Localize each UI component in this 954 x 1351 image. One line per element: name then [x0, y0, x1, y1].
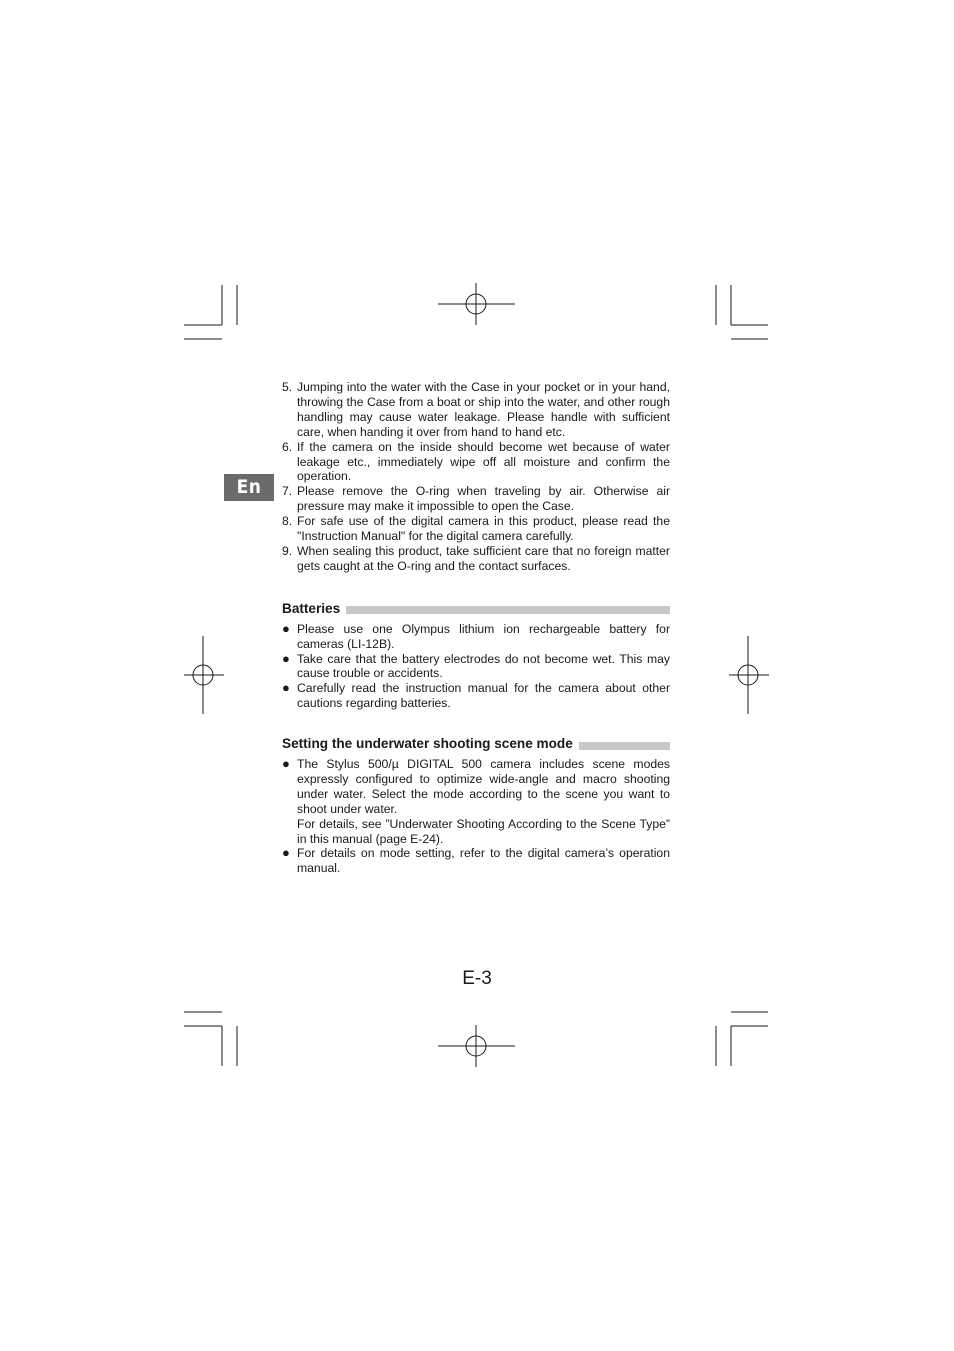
- item-number: 5.: [282, 380, 293, 394]
- bullet-icon: ●: [282, 756, 290, 772]
- list-item: [282, 514, 670, 544]
- item-text: When sealing this product, take sufficient care that no foreign matter gets caught at the O-ring and the contact surfaces.: [297, 543, 670, 573]
- bullet-item: [282, 846, 670, 876]
- heading-rule: [346, 606, 670, 614]
- scene-mode-section: [282, 737, 670, 876]
- page-number: E-3: [462, 968, 492, 989]
- bullet-item: [282, 652, 670, 682]
- section-heading: [282, 602, 670, 617]
- page-content: [282, 380, 670, 876]
- item-text: If the camera on the inside should become wet because of water leakage etc., immediately wipe off all moisture and confirm the operation.: [297, 439, 670, 484]
- bullet-item: [282, 681, 670, 711]
- item-paragraph: The Stylus 500/µ DIGITAL 500 camera includes scene modes expressly configured to optimize wide-angle and macro shooting under water. Select the mode according to the scene you want to shoot under water.: [297, 757, 670, 816]
- item-text: [297, 757, 670, 846]
- section-heading: [282, 737, 670, 752]
- list-item: [282, 440, 670, 485]
- item-text: Carefully read the instruction manual for the camera about other cautions regarding batteries.: [297, 681, 670, 711]
- list-item: [282, 380, 670, 440]
- bullet-icon: ●: [282, 680, 290, 696]
- batteries-section: [282, 602, 670, 711]
- section-title: Setting the underwater shooting scene mode: [282, 736, 573, 752]
- item-text: Please remove the O-ring when traveling by air. Otherwise air pressure may make it impossible to open the Case.: [297, 484, 670, 514]
- bullet-item: [282, 757, 670, 846]
- item-text: Please use one Olympus lithium ion rechargeable battery for cameras (LI-12B).: [297, 621, 670, 651]
- list-item: [282, 484, 670, 514]
- bullet-icon: ●: [282, 650, 290, 666]
- item-text: For safe use of the digital camera in this product, please read the "Instruction Manual" for the digital camera carefully.: [297, 514, 670, 544]
- bullet-icon: ●: [282, 620, 290, 636]
- item-paragraph: For details, see ”Underwater Shooting According to the Scene Type” in this manual (page E-24).: [297, 816, 670, 846]
- heading-rule: [579, 742, 670, 750]
- bullet-item: [282, 622, 670, 652]
- bullet-icon: ●: [282, 845, 290, 861]
- item-number: 8.: [282, 514, 293, 529]
- list-item: [282, 544, 670, 574]
- item-text: For details on mode setting, refer to the digital camera’s operation manual.: [297, 846, 670, 876]
- numbered-list: [282, 380, 670, 574]
- item-text: Take care that the battery electrodes do not become wet. This may cause trouble or accidents.: [297, 651, 670, 681]
- item-number: 9.: [282, 543, 293, 558]
- item-text: Jumping into the water with the Case in your pocket or in your hand, throwing the Case from a boat or ship into the water, and other rough handling may cause water leakage. Please handle with sufficient care, when handing it over from hand to hand etc.: [297, 380, 670, 439]
- item-number: 7.: [282, 484, 293, 499]
- item-number: 6.: [282, 439, 293, 454]
- section-title: Batteries: [282, 600, 341, 616]
- language-tab: En: [224, 474, 274, 501]
